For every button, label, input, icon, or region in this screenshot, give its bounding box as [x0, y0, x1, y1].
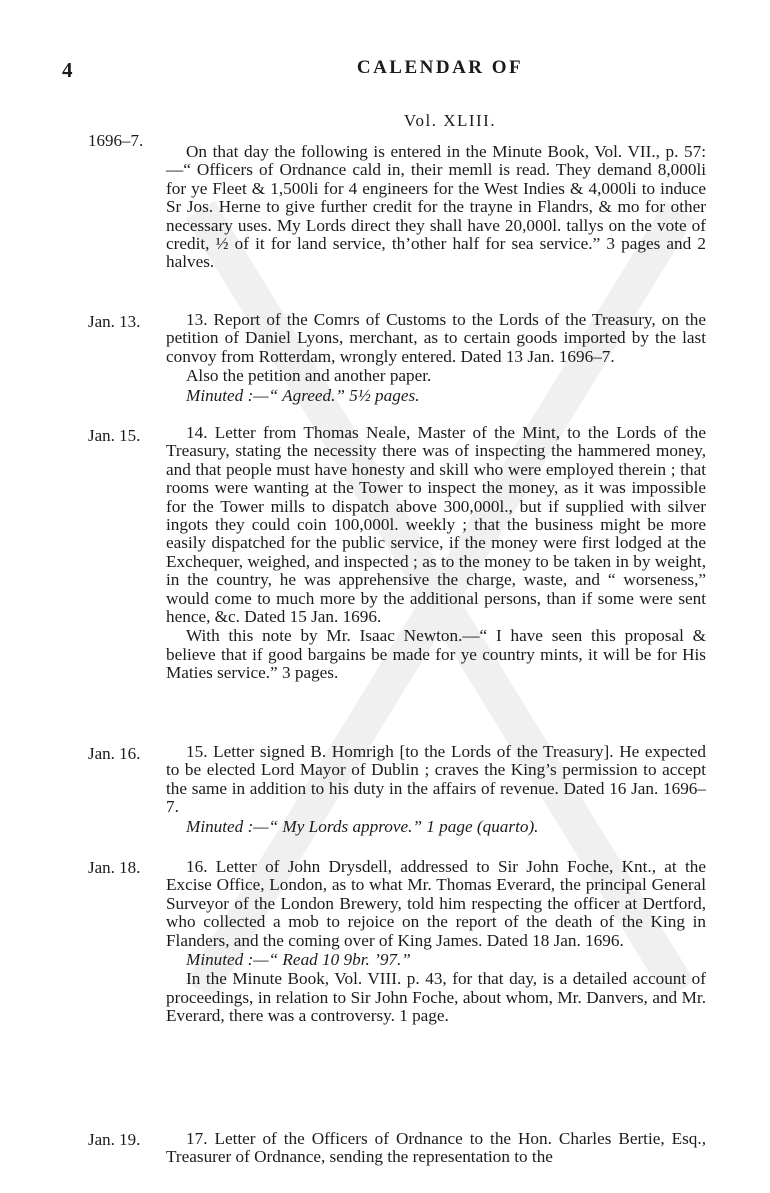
entry-paragraph: 17. Letter of the Officers of Ordnance to the Hon. Charles Bertie, Esq., Treasurer of Ordnance, sending the representation to the: [166, 1129, 706, 1167]
entry-text: [166, 143, 706, 272]
entry-paragraph: 16. Letter of John Drysdell, addressed to Sir John Foche, Knt., at the Excise Office, London, as to what Mr. Thomas Everard, the principal General Surveyor of the London Brewery, told him respecting the officer at Dertford, who collected a mob to rejoice on the report of the death of the King in Flanders, and the coming over of King James. Dated 18 Jan. 1696.: [166, 857, 706, 950]
entry-text: [166, 858, 706, 1026]
entry-text: [166, 311, 706, 405]
entry-minute: Minuted :—“ Agreed.” 5½ pages.: [186, 385, 420, 405]
entry-text: [166, 424, 706, 683]
running-title: CALENDAR OF: [356, 57, 524, 78]
page-number: 4: [62, 58, 73, 82]
entry-paragraph: 14. Letter from Thomas Neale, Master of the Mint, to the Lords of the Treasury, stating the necessity there was of inspecting the hammered money, and that people must have honesty and skill who were employed therein ; that rooms were wanting at the Tower to inspect the money, as it was impossible for the Tower mills to dispatch above 300,000l., but if supplied with silver ingots they could coin 100,000l. weekly ; that the business might be more easily dispatched for the public service, if the money were first lodged at the Exchequer, weighed, and inspected ; as to the money to be taken in by weight, in the country, he was apprehensive the charge, waste, and “ worseness,” would come to much more by the additional persons, than if some were sent hence, &c. Dated 15 Jan. 1696.: [166, 423, 706, 627]
entry-paragraph: With this note by Mr. Isaac Newton.—“ I have seen this proposal & believe that if good bargains be made for ye country mints, it will be for His Maties service.” 3 pages.: [166, 626, 706, 683]
entry-paragraph: Also the petition and another paper.: [186, 366, 432, 386]
entry-paragraph: On that day the following is entered in the Minute Book, Vol. VII., p. 57:—“ Officers of Ordnance cald in, their memll is read. They demand 8,000li for ye Fleet & 1,500li for 4 engineers for the West Indies & 4,000li to induce Sr Jos. Herne to give further credit for the trayne in Flandrs, & mo for other necessary uses. My Lords direct they shall have 20,000l. tallys on the vote of credit, ½ of it for land service, th’other half for sea service.” 3 pages and 2 halves.: [166, 142, 706, 272]
entry-date: Jan. 15.: [88, 426, 141, 445]
entry-date: 1696–7.: [88, 131, 144, 150]
entry-minute: Minuted :—“ My Lords approve.” 1 page (quarto).: [186, 816, 539, 836]
entry-date: Jan. 19.: [88, 1130, 141, 1149]
entry-date: Jan. 16.: [88, 744, 141, 763]
entry-minute: Minuted :—“ Read 10 9br. ’97.”: [186, 950, 411, 970]
entry-text: [166, 1130, 706, 1167]
volume-heading: Vol. XLIII.: [403, 111, 497, 130]
entry-paragraph: 13. Report of the Comrs of Customs to the Lords of the Treasury, on the petition of Daniel Lyons, merchant, as to certain goods imported by the last convoy from Rotterdam, wrongly entered. Dated 13 Jan. 1696–7.: [166, 310, 706, 366]
entry-date: Jan. 13.: [88, 312, 141, 331]
entry-date: Jan. 18.: [88, 858, 141, 877]
entry-paragraph: In the Minute Book, Vol. VIII. p. 43, for that day, is a detailed account of proceedings, in relation to Sir John Foche, about whom, Mr. Danvers, and Mr. Everard, there was a controversy. 1 page.: [166, 969, 706, 1026]
entry-text: [166, 743, 706, 836]
entry-paragraph: 15. Letter signed B. Homrigh [to the Lords of the Treasury]. He expected to be elected Lord Mayor of Dublin ; craves the King’s permission to accept the same in addition to his duty in the affairs of revenue. Dated 16 Jan. 1696–7.: [166, 742, 706, 817]
